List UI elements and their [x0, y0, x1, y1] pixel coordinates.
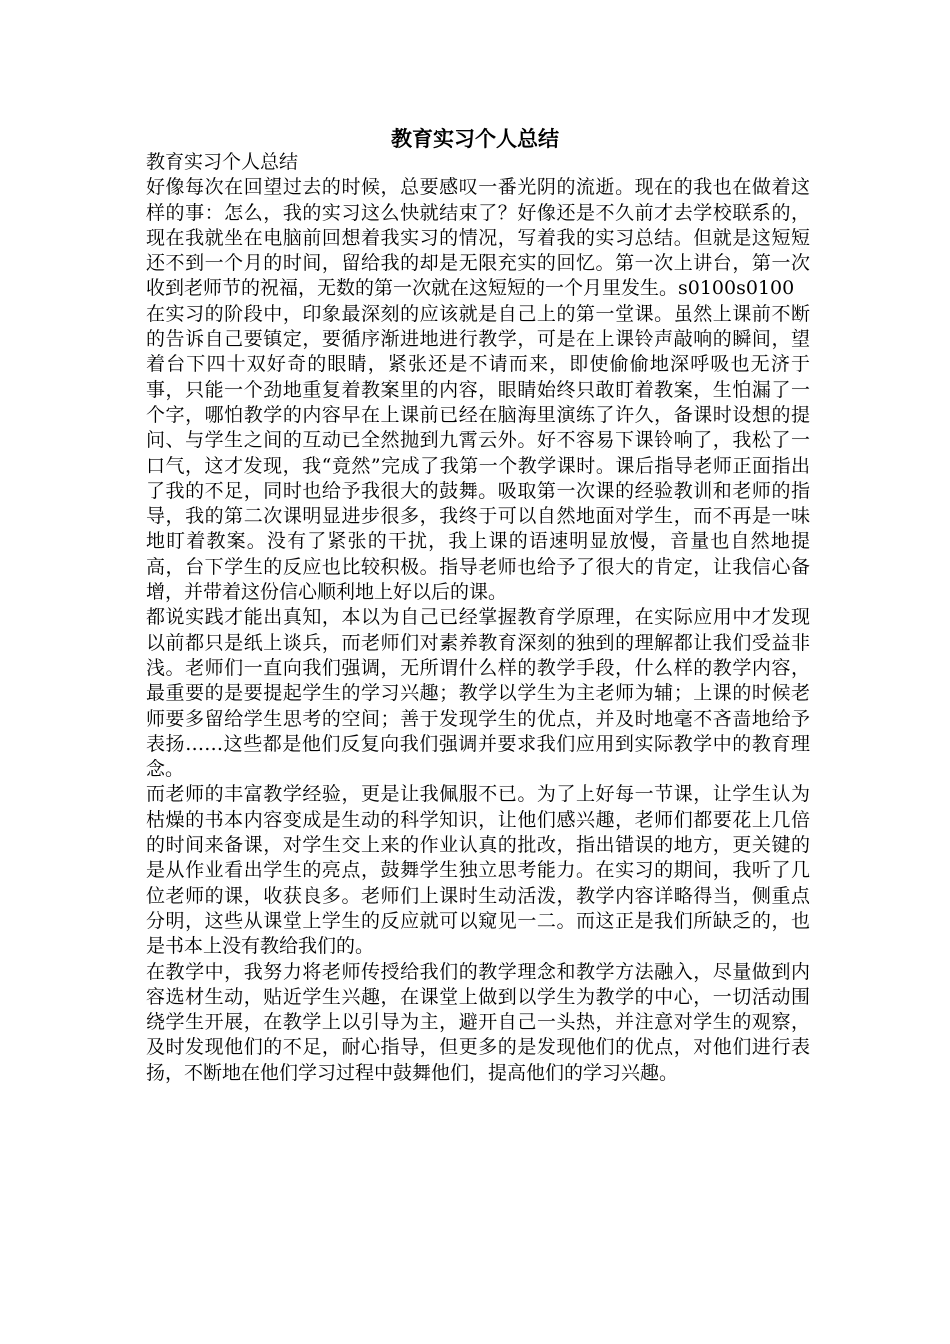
paragraph: 在实习的阶段中，印象最深刻的应该就是自己上的第一堂课。虽然上课前不断的告诉自己要镇定，要循序渐进地进行教学，可是在上课铃声敲响的瞬间，望着台下四十双好奇的眼睛，紧张还是不请而来，即使偷偷地深呼吸也无济于事，只能一个劲地重复着教案里的内容，眼睛始终只敢盯着教案，生怕漏了一个字，哪怕教学的内容早在上课前已经在脑海里演练了许久，备课时设想的提问、与学生之间的互动已全然抛到九霄云外。好不容易下课铃响了，我松了一口气，这才发现，我“竟然”完成了我第一个教学课时。课后指导老师正面指出了我的不足，同时也给予我很大的鼓舞。吸取第一次课的经验教训和老师的指导，我的第二次课明显进步很多，我终于可以自然地面对学生，而不再是一味地盯着教案。没有了紧张的干扰，我上课的语速明显放慢，音量也自然地提高，台下学生的反应也比较积极。指导老师也给予了很大的肯定，让我信心备增，并带着这份信心顺利地上好以后的课。	[146, 302, 810, 604]
paragraph: 在教学中，我努力将老师传授给我们的教学理念和教学方法融入，尽量做到内容选材生动，贴近学生兴趣，在课堂上做到以学生为教学的中心，一切活动围绕学生开展，在教学上以引导为主，避开自己一头热，并注意对学生的观察，及时发现他们的不足，耐心指导，但更多的是发现他们的优点，对他们进行表扬，不断地在他们学习过程中鼓舞他们，提高他们的学习兴趣。	[146, 960, 810, 1084]
paragraph: 而老师的丰富教学经验，更是让我佩服不已。为了上好每一节课，让学生认为枯燥的书本内容变成是生动的科学知识，让他们感兴趣，老师们都要花上几倍的时间来备课，对学生交上来的作业认真的批改，指出错误的地方，更关键的是从作业看出学生的亮点，鼓舞学生独立思考能力。在实习的期间，我听了几位老师的课，收获良多。老师们上课时生动活泼，教学内容详略得当，侧重点分明，这些从课堂上学生的反应就可以窥见一二。而这正是我们所缺乏的，也是书本上没有教给我们的。	[146, 783, 810, 958]
paragraph-heading: 教育实习个人总结	[146, 151, 299, 173]
document-title: 教育实习个人总结	[391, 126, 559, 151]
paragraph: 好像每次在回望过去的时候，总要感叹一番光阴的流逝。现在的我也在做着这样的事：怎么，我的实习这么快就结束了？好像还是不久前才去学校联系的，现在我就坐在电脑前回想着我实习的情况，写着我的实习总结。但就是这短短还不到一个月的时间，留给我的却是无限充实的回忆。第一次上讲台，第一次收到老师节的祝福，无数的第一次就在这短短的一个月里发生。s0100s0100	[146, 176, 810, 300]
paragraph: 都说实践才能出真知，本以为自己已经掌握教育学原理，在实际应用中才发现以前都只是纸上谈兵，而老师们对素养教育深刻的独到的理解都让我们受益非浅。老师们一直向我们强调，无所谓什么样的教学手段，什么样的教学内容，最重要的是要提起学生的学习兴趣；教学以学生为主老师为辅；上课的时候老师要多留给学生思考的空间；善于发现学生的优点，并及时地毫不吝啬地给予表扬……这些都是他们反复向我们强调并要求我们应用到实际教学中的教育理念。	[146, 606, 810, 781]
document-body	[146, 150, 810, 1086]
